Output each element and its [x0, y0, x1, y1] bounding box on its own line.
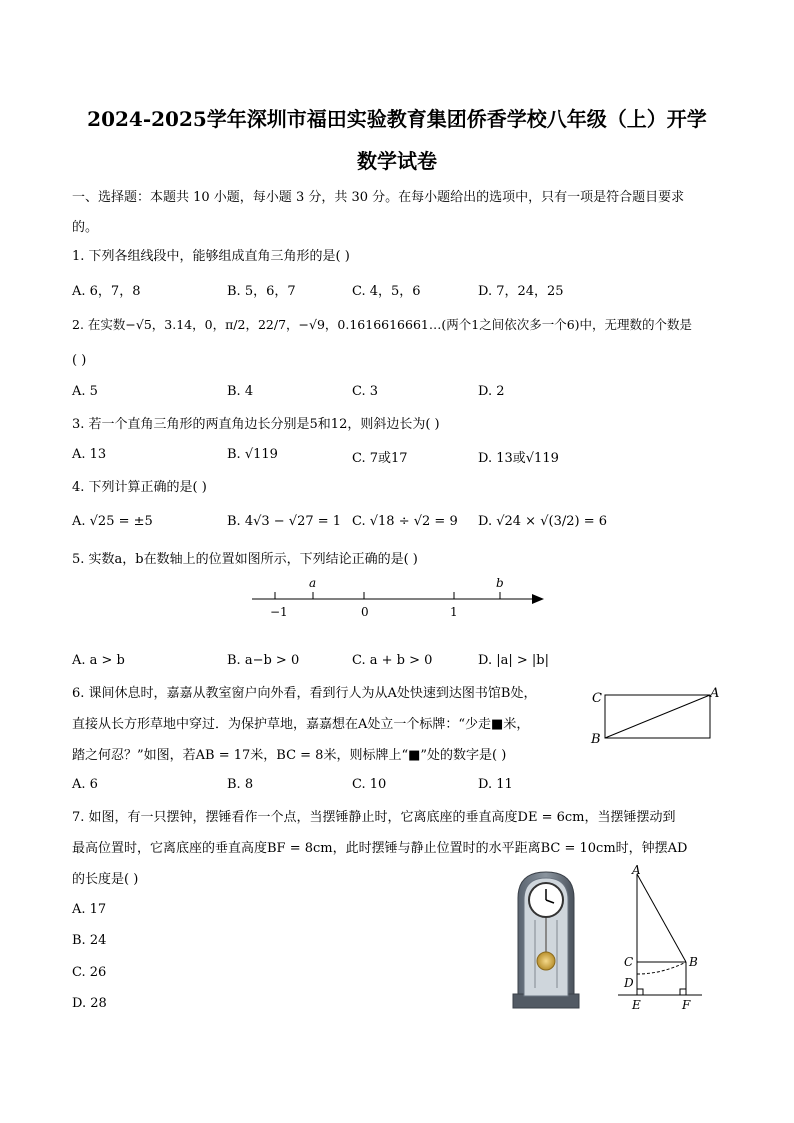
rectangle-figure: [588, 682, 728, 752]
q1-option-d[interactable]: D. 7，24，25: [478, 284, 564, 299]
q7-option-b[interactable]: B. 24: [72, 933, 107, 948]
line-ab: [637, 874, 686, 962]
q2-option-a[interactable]: A. 5: [72, 384, 98, 399]
question-2-stem: 2. 在实数−√5，3.14，0，π/2，22/7，−√9，0.1616616661…(两个1之间依次多一个6)中，无理数的个数是: [72, 317, 693, 332]
label-a: a: [309, 576, 317, 590]
q4-option-b[interactable]: B. 4√3 − √27 = 1: [227, 514, 342, 529]
number-line-arrow: [532, 594, 544, 604]
q3-option-b[interactable]: B. √119: [227, 447, 278, 462]
q3-option-c[interactable]: C. 7或17: [352, 451, 408, 466]
q7-option-c[interactable]: C. 26: [72, 965, 107, 980]
number-line-figure: [240, 572, 560, 622]
label-1: 1: [450, 605, 458, 619]
section-header-line1: 一、选择题：本题共 10 小题，每小题 3 分，共 30 分。在每小题给出的选项中，只有一项是符合题目要求: [72, 190, 685, 205]
q3-option-d[interactable]: D. 13或√119: [478, 451, 559, 466]
q1-option-c[interactable]: C. 4，5，6: [352, 284, 421, 299]
q5-option-c[interactable]: C. a + b > 0: [352, 653, 433, 668]
q5-option-b[interactable]: B. a−b > 0: [227, 653, 300, 668]
q5-option-d[interactable]: D. |a| > |b|: [478, 653, 549, 668]
q1-option-a[interactable]: A. 6，7，8: [72, 284, 141, 299]
q6-option-c[interactable]: C. 10: [352, 777, 387, 792]
question-6-stem: 6. 课间休息时，嘉嘉从教室窗户向外看，看到行人为从A处快速到达图书馆B处，: [72, 686, 537, 701]
q6-option-b[interactable]: B. 8: [227, 777, 254, 792]
question-5-stem: 5. 实数a，b在数轴上的位置如图所示，下列结论正确的是( ): [72, 552, 418, 567]
section-header-line2: 的。: [72, 220, 99, 235]
question-2-stem-2: ( ): [72, 353, 87, 368]
question-7-stem: 7. 如图，有一只摆钟，摆锤看作一个点，当摆锤静止时，它离底座的垂直高度DE = 6cm，当摆锤摆动到: [72, 810, 676, 825]
pendulum-clock-image: [508, 868, 584, 1013]
q1-option-b[interactable]: B. 5，6，7: [227, 284, 296, 299]
q2-option-b[interactable]: B. 4: [227, 384, 254, 399]
q6-option-a[interactable]: A. 6: [72, 777, 98, 792]
label-B: B: [591, 732, 601, 747]
q4-option-c[interactable]: C. √18 ÷ √2 = 9: [352, 514, 458, 529]
pendulum-geometry-figure: [610, 862, 710, 1014]
label-D: D: [624, 976, 634, 990]
q7-option-d[interactable]: D. 28: [72, 996, 107, 1011]
question-7-stem-2: 最高位置时，它离底座的垂直高度BF = 8cm，此时摆锤与静止位置时的水平距离BC = 10cm时，钟摆AD: [72, 841, 688, 856]
q3-option-a[interactable]: A. 13: [72, 447, 107, 462]
q4-option-a[interactable]: A. √25 = ±5: [72, 514, 153, 529]
arc-db: [637, 962, 686, 974]
q6-option-d[interactable]: D. 11: [478, 777, 513, 792]
diagonal-ab: [605, 695, 710, 738]
q7-option-a[interactable]: A. 17: [72, 902, 107, 917]
title-line-2: 数学试卷: [357, 149, 437, 173]
q2-option-c[interactable]: C. 3: [352, 384, 379, 399]
label-B: B: [689, 955, 698, 969]
label-b: b: [496, 576, 504, 590]
label-C: C: [592, 691, 602, 706]
label-minus-1: −1: [270, 605, 288, 619]
label-A: A: [632, 863, 641, 877]
label-F: F: [682, 998, 691, 1012]
question-6-stem-3: 踏之何忍？”如图，若AB = 17米，BC = 8米，则标牌上“■”处的数字是( ): [72, 748, 507, 763]
label-0: 0: [361, 605, 369, 619]
label-C: C: [624, 955, 634, 969]
question-3-stem: 3. 若一个直角三角形的两直角边长分别是5和12，则斜边长为( ): [72, 417, 440, 432]
label-A: A: [710, 686, 720, 701]
q5-option-a[interactable]: A. a > b: [72, 653, 125, 668]
label-E: E: [632, 998, 641, 1012]
q4-option-d[interactable]: D. √24 × √(3/2) = 6: [478, 514, 607, 529]
question-7-stem-3: 的长度是( ): [72, 872, 139, 887]
title-line-1: 2024-2025学年深圳市福田实验教育集团侨香学校八年级（上）开学: [87, 107, 707, 131]
question-1-stem: 1. 下列各组线段中，能够组成直角三角形的是( ): [72, 249, 350, 264]
q2-option-d[interactable]: D. 2: [478, 384, 505, 399]
question-6-stem-2: 直接从长方形草地中穿过．为保护草地，嘉嘉想在A处立一个标牌：“少走■米，: [72, 717, 530, 732]
question-4-stem: 4. 下列计算正确的是( ): [72, 480, 207, 495]
